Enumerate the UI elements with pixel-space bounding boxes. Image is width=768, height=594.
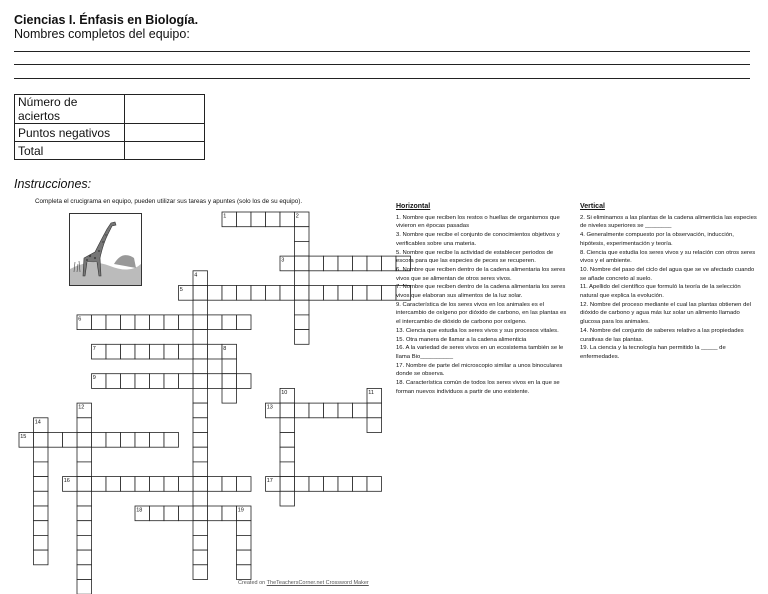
crossword-cell[interactable] [237, 535, 252, 550]
clue-number: 16 [63, 478, 70, 485]
crossword-cell[interactable] [164, 477, 179, 492]
clue-number: 5 [179, 287, 183, 293]
score-label: Puntos negativos [15, 124, 125, 142]
crossword-cell[interactable] [150, 344, 165, 359]
crossword-cell[interactable] [135, 344, 150, 359]
crossword-cell[interactable] [193, 447, 208, 462]
clue-number: 7 [92, 345, 96, 352]
crossword-cell[interactable] [324, 256, 339, 271]
crossword-cell[interactable] [92, 315, 107, 330]
crossword-cell[interactable] [309, 403, 324, 418]
clue: 6. Nombre que reciben dentro de la cadena alimentaria los seres vivos que se alimentan de otros seres vivos. [396, 266, 566, 282]
crossword-cell[interactable] [382, 286, 397, 301]
crossword-cell[interactable] [135, 315, 150, 330]
crossword-cell[interactable] [324, 286, 339, 301]
crossword-cell[interactable] [193, 315, 208, 330]
clue-number: 18 [136, 507, 143, 514]
score-label: Total [15, 142, 125, 160]
crossword-cell[interactable] [150, 477, 165, 492]
crossword-cell[interactable] [106, 344, 121, 359]
crossword-cell[interactable] [77, 477, 92, 492]
clue-number: 4 [194, 272, 198, 279]
clue: 15. Otra manera de llamar a la cadena alimenticia [396, 336, 527, 343]
crossword-cell[interactable] [193, 491, 208, 506]
crossword-cell[interactable] [34, 447, 49, 462]
clue-number: 10 [281, 389, 288, 396]
clue: 18. Característica común de todos los seres vivos en la que se forman nuevos individuos a partir de uno existente. [396, 380, 560, 395]
crossword-cell[interactable] [266, 212, 281, 227]
crossword-cell[interactable] [193, 374, 208, 389]
crossword-cell[interactable] [179, 344, 194, 359]
crossword-cell[interactable] [121, 374, 136, 389]
crossword-cell[interactable] [193, 521, 208, 536]
horizontal-clues [396, 203, 572, 396]
crossword-cell[interactable] [193, 330, 208, 345]
clue: 12. Nombre del proceso mediante el cual las plantas obtienen del dióxido de carbono y agua más luz solar un alimento llamado glucosa para los animales. [580, 301, 751, 326]
crossword-cell[interactable] [295, 256, 310, 271]
crossword-cell[interactable] [92, 477, 107, 492]
crossword-cell[interactable] [295, 315, 310, 330]
clue: 2. Si eliminamos a las plantas de la cadena alimenticia las especies de niveles superiores se ________ [580, 214, 757, 230]
clue: 8. Ciencia que estudia los seres vivos y su relación con otros seres vivos y el ambiente. [580, 249, 756, 265]
crossword-cell[interactable] [295, 300, 310, 315]
crossword-cell[interactable] [295, 271, 310, 286]
vertical-heading: Vertical [580, 203, 605, 210]
crossword-cell[interactable] [121, 477, 136, 492]
crossword-cell[interactable] [106, 433, 121, 448]
crossword-cell[interactable] [150, 506, 165, 521]
crossword-cell[interactable] [353, 477, 368, 492]
crossword-cell[interactable] [164, 433, 179, 448]
crossword-cell[interactable] [222, 374, 237, 389]
crossword-cell[interactable] [222, 315, 237, 330]
clue-number: 17 [266, 478, 273, 485]
crossword-cell[interactable] [237, 565, 252, 580]
clue: 19. La ciencia y la tecnología han permitido la _____ de enfermedades. [580, 345, 726, 360]
crossword-cell[interactable] [34, 506, 49, 521]
score-label: Número de aciertos [15, 95, 125, 124]
clue-number: 19 [237, 507, 244, 514]
clue: 4. Generalmente compuesto por la observación, inducción, hipótesis, experimentación y teoría. [580, 232, 734, 247]
crossword-cell[interactable] [367, 256, 382, 271]
horizontal-heading: Horizontal [396, 203, 431, 210]
crossword-cell[interactable] [34, 550, 49, 565]
crossword-cell[interactable] [208, 286, 223, 301]
crossword-cell[interactable] [338, 477, 353, 492]
crossword-cell[interactable] [353, 256, 368, 271]
clue-number: 2 [295, 213, 299, 220]
crossword-cell[interactable] [179, 315, 194, 330]
crossword-cell[interactable] [280, 477, 295, 492]
crossword-cell[interactable] [179, 477, 194, 492]
crossword-cell[interactable] [77, 462, 92, 477]
crossword-cell[interactable] [193, 359, 208, 374]
crossword-cell[interactable] [48, 433, 63, 448]
crossword-cell[interactable] [77, 565, 92, 580]
crossword-cell[interactable] [121, 315, 136, 330]
crossword-cell[interactable] [34, 491, 49, 506]
crossword-cell[interactable] [164, 506, 179, 521]
crossword-cell[interactable] [193, 418, 208, 433]
crossword-cell[interactable] [309, 286, 324, 301]
clue-number: 12 [78, 404, 85, 411]
crossword-cell[interactable] [34, 535, 49, 550]
crossword-cell[interactable] [179, 506, 194, 521]
crossword-cell[interactable] [193, 388, 208, 403]
clue: 10. Nombre del paso del ciclo del agua que se ve afectado cuando se añade concreto al suelo. [580, 266, 755, 282]
crossword-cell[interactable] [280, 433, 295, 448]
crossword-cell[interactable] [237, 212, 252, 227]
crossword-cell[interactable] [367, 286, 382, 301]
footer-prefix: Created on [238, 580, 267, 586]
crossword-cell[interactable] [34, 477, 49, 492]
clue: 5. Nombre que recibe la actividad de establecer periodos de escora para que las especies de peces se recuperen. [396, 249, 554, 265]
crossword-cell[interactable] [208, 315, 223, 330]
crossword-cell[interactable] [34, 433, 49, 448]
footer-link[interactable]: TheTeachersCorner.net Crossword Maker [266, 580, 369, 586]
crossword-cell[interactable] [193, 506, 208, 521]
instructions-note: Completa el crucigrama en equipo, pueden utilizar sus tareas y apuntes (solo los de su equipo). [35, 198, 303, 205]
crossword-cell[interactable] [266, 286, 281, 301]
crossword-cell[interactable] [135, 374, 150, 389]
crossword-cell[interactable] [367, 403, 382, 418]
crossword-cell[interactable] [208, 506, 223, 521]
crossword-cell[interactable] [251, 212, 266, 227]
crossword-cell[interactable] [309, 256, 324, 271]
crossword-cell[interactable] [353, 403, 368, 418]
crossword-cell[interactable] [280, 447, 295, 462]
crossword-cell[interactable] [237, 521, 252, 536]
clue: 13. Ciencia que estudia los seres vivos y sus procesos vitales. [396, 327, 559, 334]
crossword-cell[interactable] [77, 521, 92, 536]
clue-number: 8 [223, 345, 227, 352]
crossword-cell[interactable] [208, 344, 223, 359]
crossword-cell[interactable] [324, 403, 339, 418]
crossword-cell[interactable] [193, 550, 208, 565]
crossword-cell[interactable] [193, 300, 208, 315]
clue: 7. Nombre que reciben dentro de la cadena alimentaria los seres vivos que elaboran sus alimentos de la luz solar. [396, 284, 566, 300]
crossword-cell[interactable] [135, 477, 150, 492]
crossword-cell[interactable] [237, 374, 252, 389]
clue-number: 3 [281, 257, 285, 264]
crossword-cell[interactable] [77, 535, 92, 550]
crossword-cell[interactable] [295, 477, 310, 492]
crossword-cell[interactable] [92, 433, 107, 448]
crossword-cell[interactable] [77, 491, 92, 506]
crossword-cell[interactable] [77, 580, 92, 594]
crossword-cell[interactable] [193, 403, 208, 418]
crossword-cell[interactable] [237, 286, 252, 301]
crossword-cell[interactable] [280, 286, 295, 301]
crossword-cell[interactable] [193, 535, 208, 550]
footer-credit [238, 580, 369, 586]
crossword-cell[interactable] [106, 374, 121, 389]
crossword-cell[interactable] [150, 315, 165, 330]
crossword-cell[interactable] [135, 433, 150, 448]
crossword-cell[interactable] [77, 506, 92, 521]
crossword-cell[interactable] [193, 462, 208, 477]
crossword-cell[interactable] [164, 344, 179, 359]
crossword-cell[interactable] [367, 477, 382, 492]
crossword-cell[interactable] [222, 477, 237, 492]
crossword-cell[interactable] [295, 330, 310, 345]
crossword-cell[interactable] [353, 286, 368, 301]
crossword-cell[interactable] [222, 388, 237, 403]
crossword-cell[interactable] [193, 477, 208, 492]
crossword-cell[interactable] [193, 433, 208, 448]
clue: 3. Nombre que recibe el conjunto de conocimientos objetivos y verificables sobre una materia. [396, 232, 560, 247]
clue-number: 11 [368, 389, 374, 396]
crossword-cell[interactable] [77, 550, 92, 565]
crossword-cell[interactable] [77, 418, 92, 433]
vertical-clues [580, 203, 758, 362]
crossword-cell[interactable] [193, 344, 208, 359]
crossword-cell[interactable] [150, 433, 165, 448]
crossword-cell[interactable] [309, 477, 324, 492]
crossword-cell[interactable] [280, 462, 295, 477]
clue: 9. Característica de los seres vivos en los animales es el intercambio de oxígeno por dióxido de carbono, en las plantas es el intercambio de dióxido de carbono por oxígeno. [396, 301, 567, 326]
clue: 16. A la variedad de seres vivos en un ecosistema también se le llama Bio__________ [396, 345, 564, 360]
clue: 11. Apellido del científico que formuló la teoría de la selección natural que explica la evolución. [580, 284, 741, 300]
crossword-cell[interactable] [222, 286, 237, 301]
clue-number: 9 [92, 375, 96, 382]
crossword-cell[interactable] [251, 286, 266, 301]
crossword-cell[interactable] [77, 447, 92, 462]
crossword-cell[interactable] [208, 477, 223, 492]
crossword-cell[interactable] [208, 374, 223, 389]
crossword-cell[interactable] [338, 286, 353, 301]
crossword-cell[interactable] [34, 462, 49, 477]
crossword-cell[interactable] [77, 433, 92, 448]
crossword-cell[interactable] [367, 418, 382, 433]
crossword-cell[interactable] [295, 241, 310, 256]
crossword-cell[interactable] [222, 506, 237, 521]
clue-number: 15 [20, 434, 27, 440]
crossword-cell[interactable] [338, 256, 353, 271]
clue-number: 14 [34, 419, 41, 426]
crossword-cell[interactable] [324, 477, 339, 492]
crossword-cell[interactable] [164, 315, 179, 330]
instructions-heading: Instrucciones: [14, 177, 92, 191]
crossword-cell[interactable] [222, 359, 237, 374]
clue: 14. Nombre del conjunto de saberes relativo a las propiedades curativas de las plantas. [580, 327, 744, 343]
crossword-cell[interactable] [338, 403, 353, 418]
crossword-cell[interactable] [280, 212, 295, 227]
crossword-cell[interactable] [280, 418, 295, 433]
crossword-cell[interactable] [121, 344, 136, 359]
clue-number: 13 [266, 404, 273, 411]
crossword-cell[interactable] [280, 491, 295, 506]
clue-number: 6 [78, 316, 82, 323]
team-names-label: Nombres completos del equipo: [14, 27, 190, 41]
clue: 1. Nombre que reciben los restos o huellas de organismos que vivieron en épocas pasadas [396, 214, 560, 230]
crossword-cell[interactable] [106, 315, 121, 330]
crossword-cell[interactable] [237, 477, 252, 492]
crossword-cell[interactable] [237, 550, 252, 565]
crossword-cell[interactable] [295, 403, 310, 418]
crossword-cell[interactable] [179, 374, 194, 389]
crossword-cell[interactable] [150, 374, 165, 389]
crossword-cell[interactable] [295, 286, 310, 301]
crossword-cell[interactable] [193, 565, 208, 580]
crossword-cell[interactable] [121, 433, 136, 448]
clue-number: 1 [223, 213, 227, 220]
crossword-cell[interactable] [106, 477, 121, 492]
crossword-cell[interactable] [280, 403, 295, 418]
clue: 17. Nombre de parte del microscopio similar a unos binoculares donde se observa. [396, 362, 563, 378]
worksheet-title: Ciencias I. Énfasis en Biología. [14, 13, 199, 27]
crossword-cell[interactable] [164, 374, 179, 389]
crossword-cell[interactable] [237, 315, 252, 330]
crossword-cell[interactable] [295, 227, 310, 242]
crossword-cell[interactable] [382, 256, 397, 271]
crossword-cell[interactable] [34, 521, 49, 536]
crossword-cell[interactable] [63, 433, 78, 448]
crossword-cell[interactable] [193, 286, 208, 301]
